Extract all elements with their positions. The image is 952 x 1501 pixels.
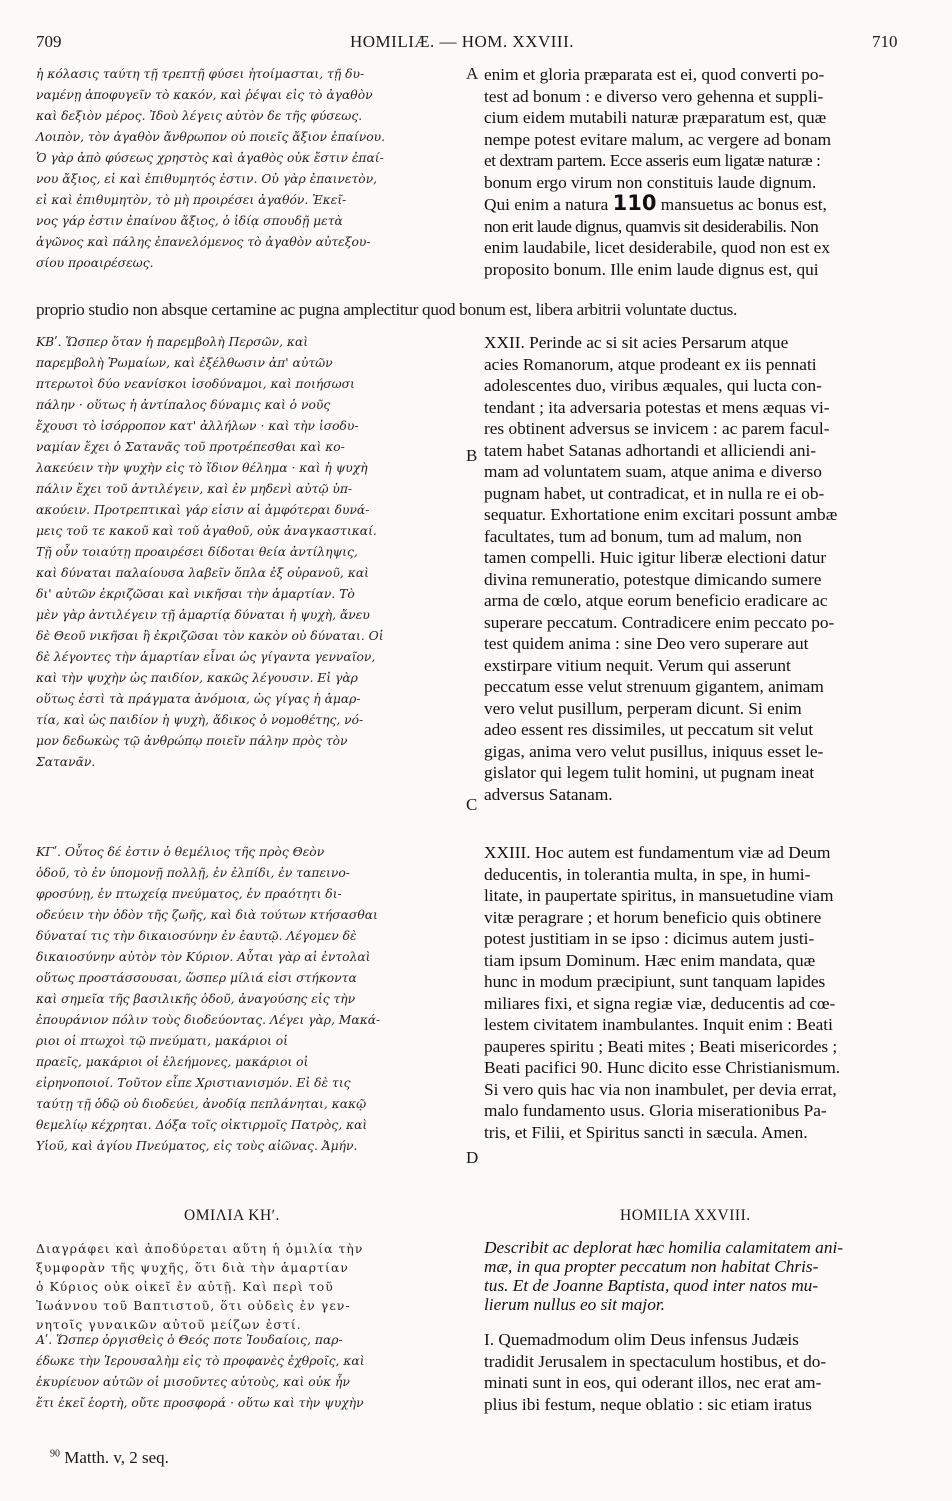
summary-line: tus. Et de Joanne Baptista, quod inter natos mu- — [484, 1276, 819, 1295]
latin-line: tamen compelli. Huic igitur liberæ electioni datur — [484, 548, 827, 567]
greek-line: ἐπουράνιον πόλιν τοὺς διοδεύοντας. Λέγει γὰρ, Μακά- — [36, 1013, 381, 1027]
latin-line: litate, in paupertate spiritus, in mansuetudine viam — [484, 886, 834, 905]
latin-line: pauperes spiritu ; Beati mites ; Beati misericordes ; — [484, 1036, 838, 1056]
latin-line: pugnam habet, ut contradicat, et in nulla re ei ob- — [484, 483, 825, 503]
latin-line: cium eidem mutabili naturæ præparatum est, quæ — [484, 108, 827, 127]
latin-line: sequatur. Exhortatione enim excitari possunt ambæ — [484, 505, 838, 524]
greek-line: καὶ δύναται παλαίουσα λαβεῖν ὅπλα ἐξ οὐρανοῦ, καὶ — [36, 566, 369, 580]
greek-line: ἔτι ἐκεῖ ἑορτὴ, οὔτε προσφορά · οὕτω καὶ τὴν ψυχὴν — [36, 1396, 364, 1410]
latin-column-mid — [484, 332, 924, 805]
latin-line: vero velut pusillum, perperam dicunt. Si enim — [484, 698, 802, 718]
greek-line: εἰ καὶ ἐπιθυμητὸν, τὸ μὴ προιρέσει ἀγαθόν. Ἐκεῖ- — [36, 193, 347, 207]
latin-line: minati sunt in eos, qui oderant illos, nec erat am- — [484, 1373, 822, 1392]
greek-line: οὕτως προστάσσουσαι, ὥσπερ μίλιά εἰσι στήκοντα — [36, 971, 357, 985]
latin-line: tatem habet Satanas adhortandi et alliciendi ani- — [484, 440, 817, 460]
latin-line: XXII. Perinde ac si sit acies Persarum atque — [484, 333, 789, 352]
greek-line: θεμελίῳ κέχρηται. Δόξα τοῖς οἰκτιρμοῖς Πατρὸς, καὶ — [36, 1118, 368, 1132]
greek-line: Λοιπὸν, τὸν ἀγαθὸν ἄνθρωπον οὐ ποιεῖς ἄξιον ἐπαίνου. — [36, 130, 385, 144]
latin-line: bonum ergo virum non constituis laude dignum. — [484, 172, 817, 192]
latin-line: hunc in modum præcipiunt, sunt tanquam lapides — [484, 972, 826, 991]
greek-line: νος γάρ ἐστιν ἐπαίνου ἄξιος, ὁ ἰδίᾳ σπουδῇ μετὰ — [36, 214, 343, 228]
greek-line: φροσύνῃ, ἐν πτωχείᾳ πνεύματος, ἐν πραότητι δι- — [36, 887, 342, 901]
greek-line: μὲν γὰρ ἀντιλέγειν τῇ ἁμαρτίᾳ δύναται ἡ ψυχὴ, ἄνευ — [36, 608, 370, 622]
greek-line: ακούειν. Προτρεπτικαὶ γάρ εἰσιν αἱ ἀμφότεραι δυνά- — [36, 503, 370, 517]
margin-marker-d: D — [466, 1148, 479, 1167]
latin-line: gigas, anima vero velut pusillus, iniquus esset le- — [484, 741, 824, 761]
homily-title-greek: ΟΜΙΛΙΑ ΚΗʹ. — [184, 1207, 280, 1224]
greek-line: πάλην · οὕτως ἡ ἀντίπαλος δύναμις καὶ ὁ νοῦς — [36, 398, 331, 412]
greek-line: μεις τοῦ τε κακοῦ καὶ τοῦ ἀγαθοῦ, οὐκ ἀναγκαστικαί. — [36, 524, 377, 538]
greek-line: τία, καὶ ὡς παιδίον ἡ ψυχὴ, ἄδικος ὁ νομοθέτης, νό- — [36, 713, 364, 727]
greek-line: οὕτως ἐστὶ τὰ πράγματα ἀνόμοια, ὡς γίγας ἡ ἁμαρ- — [36, 692, 361, 706]
greek-line: παρεμβολὴ Ῥωμαίων, καὶ ἐξέλθωσιν ἀπ' αὐτῶν — [36, 356, 333, 370]
summary-line: Ἰωάννου τοῦ Βαπτιστοῦ, ὅτι οὐδεὶς ἐν γεν- — [36, 1299, 351, 1313]
latin-line: tris, et Filii, et Spiritus sancti in sæcula. Amen. — [484, 1122, 808, 1142]
homily-title-latin: HOMILIA XXVIII. — [620, 1207, 751, 1224]
greek-line: ταύτῃ τῇ ὁδῷ οὐ διοδεύει, ἀνοδίᾳ πεπλάνηται, κακῷ — [36, 1097, 367, 1111]
greek-line: ναμίαν ἔχει ὁ Σατανᾶς τοῦ προτρέπεσθαι καὶ κο- — [36, 440, 345, 454]
greek-line: Τῇ οὖν τοιαύτῃ προαιρέσει δίδοται θεία ἀντίληψις, — [36, 545, 358, 559]
greek-line: πτερωτοὶ δύο νεανίσκοι ἰσοδύναμοι, καὶ ποιήσωσι — [36, 377, 355, 391]
latin-column-top — [484, 64, 924, 280]
summary-line: ξυμφορὰν τῆς ψυχῆς, ὅτι διὰ τὴν ἁμαρτίαν — [36, 1261, 349, 1275]
latin-line: adversus Satanam. — [484, 784, 613, 804]
margin-marker-c: C — [466, 795, 478, 814]
greek-line: ριοι οἱ πτωχοὶ τῷ πνεύματι, μακάριοι οἱ — [36, 1034, 288, 1048]
greek-column-end — [36, 1330, 456, 1414]
greek-line: καὶ τὴν ψυχὴν ὡς παιδίον, κακῶς λέγουσιν. Εἰ γὰρ — [36, 671, 358, 685]
latin-line: exstirpare vitium nequit. Verum qui asserunt — [484, 655, 791, 675]
greek-line: ἀγῶνος καὶ πάλης ἐπανελόμενος τὸ ἀγαθὸν αὐτεξου- — [36, 235, 371, 249]
greek-line: ἡ κόλασις ταύτη τῇ τρεπτῇ φύσει ἡτοίμασται, τῇ δυ- — [36, 67, 365, 81]
greek-line: ὁδοῦ, τὸ ἐν ὑπομονῇ πολλῇ, ἐν ἐλπίδι, ἐν ταπεινο- — [36, 866, 350, 880]
latin-line: tradidit Jerusalem in spectaculum hostibus, et do- — [484, 1351, 827, 1371]
summary-line: Διαγράφει καὶ ἀποδύρεται αὕτη ἡ ὁμιλία τὴν — [36, 1242, 364, 1256]
latin-line: mam ad voluntatem suam, atque anima e diverso — [484, 462, 822, 481]
greek-line: νου ἄξιος, εἰ καὶ ἐπιθυμητός ἐστιν. Οὐ γὰρ ἐπαινετὸν, — [36, 172, 378, 186]
greek-line: ἔχουσι τὸ ἰσόρροπον κατ' ἀλλήλων · καὶ τὴν ἰσοδυ- — [36, 419, 359, 433]
greek-line: ναμένῃ ἀποφυγεῖν τὸ κακόν, καὶ ῥέψαι εἰς τὸ ἀγαθὸν — [36, 88, 373, 102]
latin-line: enim laudabile, licet desiderabile, quod non est ex — [484, 238, 830, 257]
latin-line: vitæ peragrare ; et horum beneficio quis obtinere — [484, 907, 822, 927]
latin-line: miliares fixi, et signa regiæ viæ, deducentis ad cœ- — [484, 993, 836, 1013]
latin-line: adolescentes duo, viribus æquales, qui lucta con- — [484, 376, 822, 395]
greek-line: καὶ δεξιὸν μέρος. Ἰδοὺ λέγεις αὐτὸν δε τῆς φύσεως. — [36, 109, 363, 123]
greek-line: έδωκε τὴν Ἱερουσαλὴμ εἰς τὸ προφανὲς ἐχθροῖς, καὶ — [36, 1354, 365, 1368]
running-title: HOMILIÆ. — HOM. XXVIII. — [350, 32, 574, 51]
latin-line: divina remuneratio, potestque dimicando sumere — [484, 569, 822, 589]
latin-line: proposito bonum. Ille enim laude dignus est, qui — [484, 259, 819, 279]
summary-line: νητοῖς γυναικῶν αὐτοῦ μείζων ἐστί. — [36, 1318, 302, 1332]
latin-line: malo fundamento usus. Gloria miserationibus Pa- — [484, 1101, 827, 1120]
latin-line: tendant ; ita adversaria potestas et mens æquas vi- — [484, 397, 830, 417]
greek-line: Σατανᾶν. — [36, 755, 96, 769]
latin-line: superare peccatum. Contradicere enim peccato po- — [484, 612, 835, 632]
latin-line — [484, 193, 924, 216]
greek-line: δὲ λέγοντες τὴν ἁμαρτίαν εἶναι ὡς γίγαντα γενναῖον, — [36, 650, 376, 664]
greek-line: οδεύειν τὴν ὁδὸν τῆς ζωῆς, καὶ διὰ τούτων κτήσασθαι — [36, 908, 378, 922]
latin-line: acies Romanorum, atque prodeant ex iis pennati — [484, 354, 817, 374]
greek-line: Αʹ. Ὥσπερ ὀργισθεὶς ὁ Θεός ποτε Ἰουδαίοις, παρ- — [36, 1333, 343, 1347]
greek-line: ἐκυρίευον αὐτῶν οἱ μισοῦντες αὐτοὺς, καὶ οὐκ ἦν — [36, 1375, 350, 1389]
greek-line: σίου προαιρέσεως. — [36, 256, 154, 270]
latin-line: test ad bonum : e diverso vero gehenna et suppli- — [484, 86, 824, 106]
margin-marker-a: A — [466, 64, 479, 83]
footnote-number: 90 — [50, 1448, 60, 1460]
greek-line: ΚΒʹ. Ὥσπερ ὅταν ἡ παρεμβολὴ Περσῶν, καὶ — [36, 335, 309, 349]
greek-line: δὲ Θεοῦ νικῆσαι ἢ ἐκριζῶσαι τὸν κακὸν οὐ δύναται. Οἱ — [36, 629, 384, 643]
latin-column-end — [484, 1329, 924, 1415]
latin-line: lestem civitatem inambulantes. Inquit enim : Beati — [484, 1015, 833, 1034]
footnote — [50, 1448, 169, 1468]
footnote-text: Matth. v, 2 seq. — [64, 1448, 169, 1467]
latin-line: peccatum esse velut strenuum gigantem, animam — [484, 677, 824, 696]
running-header — [0, 32, 952, 56]
greek-line: λακεύειν τὴν ψυχὴν εἰς τὸ ἴδιον θέλημα · καὶ ἡ ψυχὴ — [36, 461, 368, 475]
latin-line: adeo essent res dissimiles, ut peccatum sit velut — [484, 720, 814, 739]
latin-line: arma de cœlo, atque eorum beneficio eradicare ac — [484, 591, 828, 610]
latin-line: nempe potest evitare malum, ac vergere ad bonam — [484, 129, 832, 149]
latin-line: XXIII. Hoc autem est fundamentum viæ ad Deum — [484, 843, 831, 862]
greek-line: ΚΓʹ. Οὗτος δέ ἐστιν ὁ θεμέλιος τῆς πρὸς Θεὸν — [36, 845, 325, 859]
page-number-right: 710 — [872, 32, 898, 51]
greek-line: Ὁ γὰρ ἀπὸ φύσεως χρηστὸς καὶ ἀγαθὸς οὐκ ἔστιν ἐπαί- — [36, 151, 384, 165]
latin-line: potest justitiam in se ipso : dicimus autem justi- — [484, 929, 815, 948]
latin-line: Si vero quis hac via non inambulet, per devia errat, — [484, 1079, 837, 1099]
margin-marker-b: B — [466, 446, 478, 465]
summary-latin — [484, 1238, 924, 1314]
latin-line: non erit laude dignus, quamvis sit desiderabilis. Non — [484, 216, 819, 236]
summary-greek — [36, 1240, 456, 1335]
greek-column-low — [36, 842, 456, 1157]
latin-line-suffix: mansuetus ac bonus est, — [660, 195, 827, 214]
greek-column-mid — [36, 332, 456, 773]
latin-line: test quidem anima : sine Deo vero superare aut — [484, 634, 809, 653]
latin-line-prefix: Qui enim a natura — [484, 195, 609, 214]
latin-line: et dextram partem. Ecce asseris eum ligatæ naturæ : — [484, 151, 821, 170]
latin-line: plius ibi festum, neque oblatio : sic etiam iratus — [484, 1394, 812, 1414]
greek-line: εἰρηνοποιοί. Τοῦτον εἶπε Χριστιανισμόν. Εἰ δὲ τις — [36, 1076, 351, 1090]
latin-line: tiam ipsum Dominum. Hæc enim mandata, quæ — [484, 950, 816, 970]
greek-line: πάλιν ἔχει τοῦ ἀντιλέγειν, καὶ ἐν μηδενὶ αὐτῷ ὑπ- — [36, 482, 353, 496]
latin-line: res obtinent adversus se invicem : ac parem facul- — [484, 419, 830, 438]
greek-line: δι' αὐτῶν ἐκριζῶσαι καὶ νικῆσαι τὴν ἁμαρτίαν. Τὸ — [36, 587, 355, 601]
summary-line: Describit ac deplorat hæc homilia calamitatem ani- — [484, 1238, 844, 1257]
latin-line: gislator qui legem tulit homini, ut pugnam ineat — [484, 763, 815, 782]
greek-line: καὶ σημεῖα τῆς βασιλικῆς ὁδοῦ, ἀναγούσης εἰς τὴν — [36, 992, 356, 1006]
greek-column-top — [36, 64, 456, 274]
latin-line: Beati pacifici 90. Hunc dicito esse Christianismum. — [484, 1058, 841, 1077]
full-width-line: proprio studio non absque certamine ac pugna amplectitur quod bonum est, libera arbitrii voluntate ductus. — [36, 300, 737, 319]
latin-line: facultates, tum ad bonum, tum ad malum, non — [484, 526, 802, 546]
greek-line: πραεῖς, μακάριοι οἱ ἐλεήμονες, μακάριοι οἱ — [36, 1055, 309, 1069]
greek-line: δύναταί τις τὴν δικαιοσύνην ἐν ἑαυτῷ. Λέγομεν δὲ — [36, 929, 357, 943]
latin-column-low — [484, 842, 924, 1143]
summary-line: ὁ Κύριος οὐκ οἰκεῖ ἐν αὐτῇ. Καὶ περὶ τοῦ — [36, 1280, 334, 1294]
latin-line: enim et gloria præparata est ei, quod converti po- — [484, 65, 825, 84]
greek-line: δικαιοσύνην αὐτὸν τὸν Κύριον. Αὗται γὰρ αἱ ἐντολαὶ — [36, 950, 371, 964]
summary-line: lierum nullus eo sit major. — [484, 1295, 665, 1314]
greek-line: Υἱοῦ, καὶ ἁγίου Πνεύματος, εἰς τοὺς αἰῶνας. Ἀμήν. — [36, 1139, 358, 1153]
summary-line: mæ, in qua propter peccatum non habitat Chris- — [484, 1257, 819, 1276]
latin-line: deducentis, in tolerantia multa, in spe, in humi- — [484, 864, 811, 884]
greek-line: μον δεδωκὼς τῷ ἀνθρώπῳ ποιεῖν πάλην πρὸς τὸν — [36, 734, 348, 748]
column-number: 110 — [612, 191, 657, 215]
latin-line: I. Quemadmodum olim Deus infensus Judæis — [484, 1330, 799, 1349]
page-number-left: 709 — [36, 32, 62, 51]
